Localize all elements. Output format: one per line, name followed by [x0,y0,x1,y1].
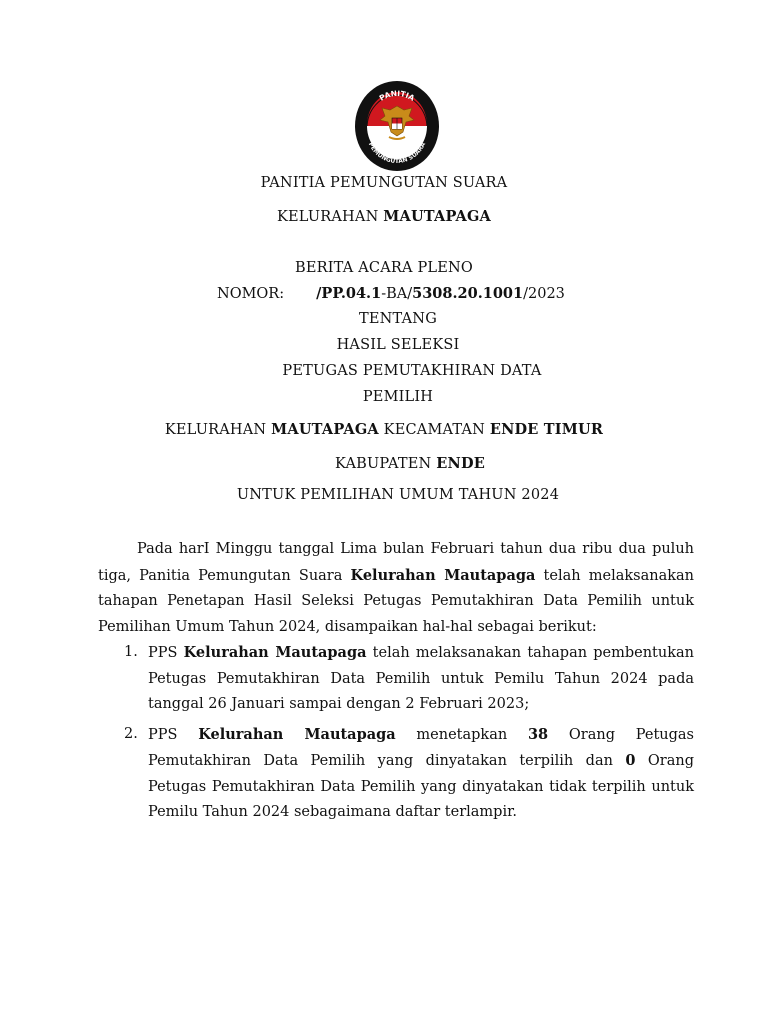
nomor-slash: / [316,285,322,302]
intro-paragraph [98,537,694,640]
list-item-text: Orang Petugas Pemutakhiran Data Pemilih yang dinyatakan tidak terpilih untuk Pemilu Tahun 2024 sebagaimana daftar terlampir. [148,753,694,820]
list-item-kelurahan: Kelurahan Mautapaga [198,725,396,743]
list-item-text: telah melaksanakan tahapan pembentukan Petugas Pemutakhiran Data Pemilih untuk Pemilu Tahun 2024 pada tanggal 26 Januari sampai dengan 2 Februari 2023; [148,645,694,712]
body-text [98,537,694,826]
kabupaten-line [26,455,768,472]
tentang-label: TENTANG [359,311,437,327]
pemilih-label: PEMILIH [362,389,434,405]
tidak-terpilih-count: 0 [625,752,636,769]
petugas-label: PETUGAS PEMUTAKHIRAN DATA [282,363,542,379]
kelurahan-label: KELURAHAN [164,422,272,438]
nomor-label: NOMOR: [217,286,285,302]
list-item-text: menetapkan [395,726,528,743]
nomor-mid: -BA/ [381,286,413,302]
nomor-line [217,285,565,302]
header-kelurahan-name: MAUTAPAGA [383,208,491,225]
intro-text-a: Pada harI Minggu tanggal Lima bulan Februari tahun dua ribu dua puluh tiga, Panitia Pemungutan Suara [98,541,694,584]
pemilihan-umum-line: UNTUK PEMILIHAN UMUM TAHUN 2024 [236,487,560,503]
list-item-text: PPS [148,726,199,743]
nomor-region: 5308.20.1001 [412,285,524,302]
intro-text-b: telah melaksanakan tahapan Penetapan Hasil Seleksi Petugas Pemutakhiran Data Pemilih untuk Pemilihan Umum Tahun 2024, disampaikan hal-hal sebagai berikut: [98,567,694,635]
location-line [0,421,768,438]
terpilih-count: 38 [527,725,549,743]
kecamatan-name: ENDE TIMUR [489,421,604,438]
list-item-kelurahan: Kelurahan Mautapaga [183,644,367,661]
list-item [98,722,694,826]
list-item-text: Orang Petugas Pemutakhiran Data Pemilih yang dinyatakan terpilih dan [148,726,694,769]
header-line1: PANITIA PEMUNGUTAN SUARA [260,175,508,191]
nomor-code: PP.04.1 [321,285,382,302]
hasil-seleksi-label: HASIL SELEKSI [336,337,460,353]
list-item-number: 1. [124,644,138,660]
kabupaten-label: KABUPATEN [335,456,437,472]
header-line2 [0,208,768,225]
intro-kelurahan: Kelurahan Mautapaga [350,566,536,584]
list-item-number: 2. [124,725,138,742]
panitia-pemungutan-suara-logo [354,80,440,172]
logo-bottom-text: PEMUNGUTAN SUARA [366,141,428,166]
kelurahan-name: MAUTAPAGA [271,421,379,438]
logo-top-text: PANITIA [377,88,417,103]
header-kelurahan-label: KELURAHAN [276,209,384,225]
decision-list [98,640,694,826]
nomor-year: /2023 [523,286,565,302]
berita-acara-title: BERITA ACARA PLENO [294,260,474,276]
kecamatan-label: KECAMATAN [378,422,490,438]
list-item [98,640,694,718]
list-item-text: PPS [148,645,184,661]
kabupaten-name: ENDE [436,455,485,472]
